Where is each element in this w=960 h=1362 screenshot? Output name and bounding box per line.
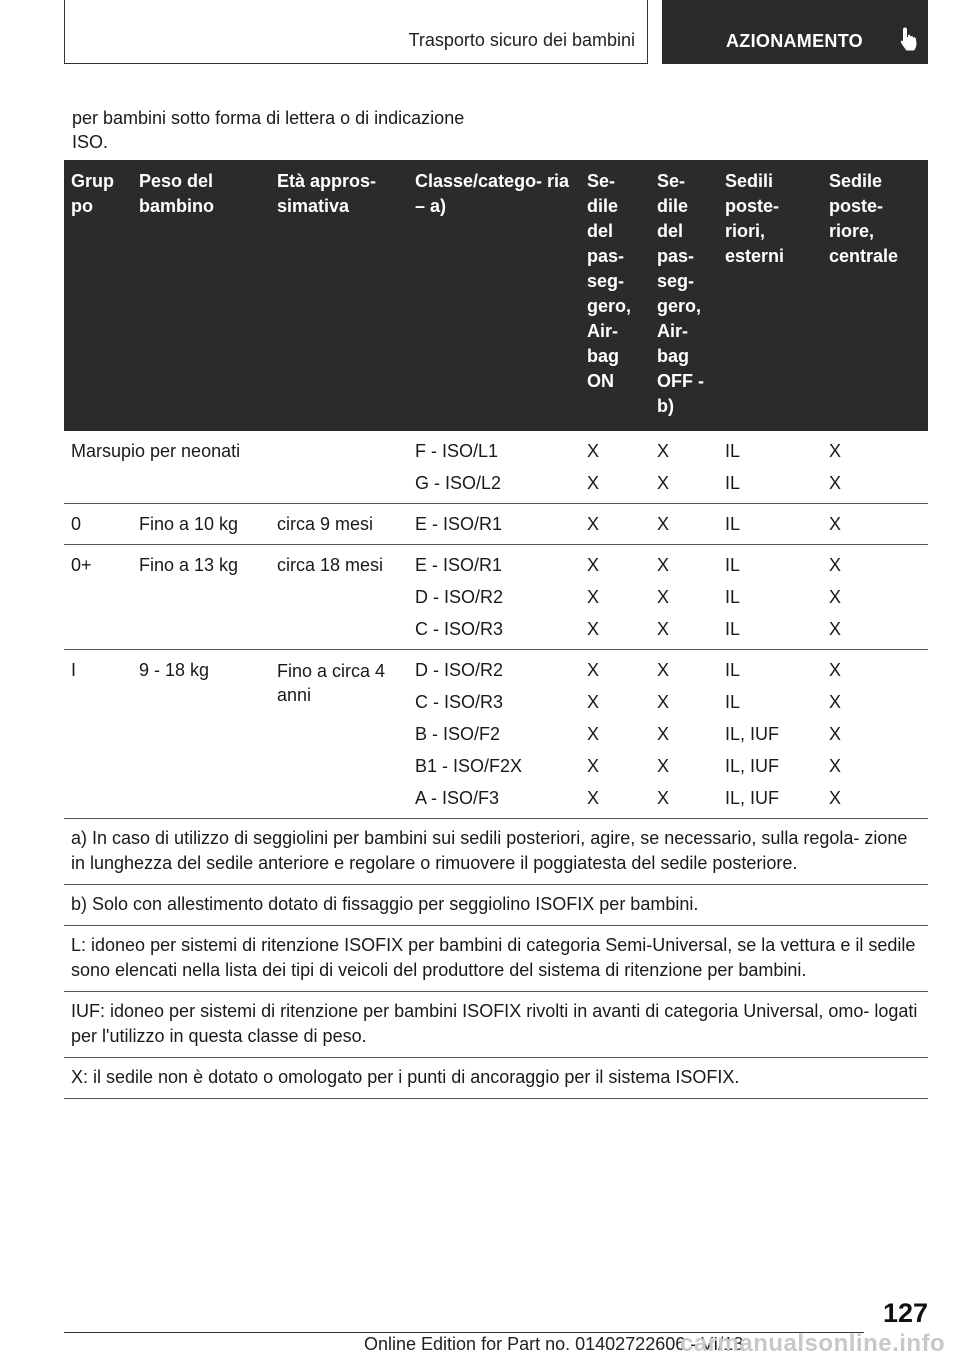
table-note bbox=[64, 885, 928, 926]
cell-airbag-on: X bbox=[580, 504, 650, 545]
note-iuf: IUF: idoneo per sistemi di ritenzione per bambini ISOFIX rivolti in avanti di categoria Universal, omo- logati per l'utilizzo in questa classe di peso. bbox=[64, 992, 928, 1058]
chapter-title: AZIONAMENTO bbox=[726, 31, 863, 51]
cell-weight: 9 - 18 kg bbox=[132, 650, 270, 819]
cell-rear-center: X X bbox=[822, 431, 928, 504]
col-header-class: Classe/catego- ria – a) bbox=[408, 160, 580, 431]
note-b: b) Solo con allestimento dotato di fissaggio per seggiolino ISOFIX per bambini. bbox=[64, 885, 928, 926]
col-header-rear-outer: Sedili poste- riori, esterni bbox=[718, 160, 822, 431]
cell-age: circa 18 mesi bbox=[270, 545, 408, 650]
note-x: X: il sedile non è dotato o omologato per i punti di ancoraggio per il sistema ISOFIX. bbox=[64, 1058, 928, 1099]
col-header-group: Grup po bbox=[64, 160, 132, 431]
header-chapter-box bbox=[662, 0, 928, 64]
note-a: a) In caso di utilizzo di seggiolini per bambini sui sedili posteriori, agire, se necessario, sulla regola- zione in lunghezza del sedile anteriore e regolare o rimuovere il poggiatesta del sedile posteriore. bbox=[64, 819, 928, 885]
cell-class: D - ISO/R2 C - ISO/R3 B - ISO/F2 B1 - ISO/F2X A - ISO/F3 bbox=[408, 650, 580, 819]
cell-age: Fino a circa 4 anni bbox=[270, 650, 408, 819]
table-row bbox=[64, 650, 928, 819]
col-header-airbag-off: Se- dile del pas- seg- gero, Air- bag OFF - b) bbox=[650, 160, 718, 431]
cell-weight: Fino a 10 kg bbox=[132, 504, 270, 545]
table-note bbox=[64, 1058, 928, 1099]
table-note bbox=[64, 992, 928, 1058]
cell-rear-outer: IL IL IL, IUF IL, IUF IL, IUF bbox=[718, 650, 822, 819]
cell-rear-center: X bbox=[822, 504, 928, 545]
cell-group: I bbox=[64, 650, 132, 819]
table-note bbox=[64, 819, 928, 885]
table-note bbox=[64, 926, 928, 992]
cell-weight: Fino a 13 kg bbox=[132, 545, 270, 650]
col-header-airbag-on: Se- dile del pas- seg- gero, Air- bag ON bbox=[580, 160, 650, 431]
col-header-weight: Peso del bambino bbox=[132, 160, 270, 431]
cell-age: circa 9 mesi bbox=[270, 504, 408, 545]
header-section-box bbox=[64, 0, 648, 64]
cell-airbag-on: X X X X X bbox=[580, 650, 650, 819]
cell-class: E - ISO/R1 D - ISO/R2 C - ISO/R3 bbox=[408, 545, 580, 650]
cell-airbag-on: X X X bbox=[580, 545, 650, 650]
table-header-row bbox=[64, 160, 928, 431]
cell-class: E - ISO/R1 bbox=[408, 504, 580, 545]
col-header-age: Età appros- simativa bbox=[270, 160, 408, 431]
table-row bbox=[64, 504, 928, 545]
cell-class: F - ISO/L1 G - ISO/L2 bbox=[408, 431, 580, 504]
table-row bbox=[64, 431, 928, 504]
pointing-hand-icon bbox=[898, 26, 922, 52]
cell-airbag-off: X X X bbox=[650, 545, 718, 650]
cell-group: 0+ bbox=[64, 545, 132, 650]
page-number: 127 bbox=[882, 1298, 928, 1328]
intro-paragraph: per bambini sotto forma di lettera o di indicazione ISO. bbox=[72, 108, 465, 152]
cell-airbag-off: X X bbox=[650, 431, 718, 504]
footer-edition: Online Edition for Part no. 01402722606 - VI/18 bbox=[364, 1334, 744, 1354]
isofix-table bbox=[64, 160, 928, 1099]
cell-airbag-off: X bbox=[650, 504, 718, 545]
cell-airbag-on: X X bbox=[580, 431, 650, 504]
col-header-rear-center: Sedile poste- riore, centrale bbox=[822, 160, 928, 431]
cell-rear-center: X X X X X bbox=[822, 650, 928, 819]
note-il: L: idoneo per sistemi di ritenzione ISOFIX per bambini di categoria Semi-Universal, se la vettura e il sedile sono elencati nella lista dei tipi di veicoli del produttore del sistema di ritenzione per bambini. bbox=[64, 926, 928, 992]
cell-airbag-off: X X X X X bbox=[650, 650, 718, 819]
cell-rear-outer: IL bbox=[718, 504, 822, 545]
cell-group: Marsupio per neonati bbox=[64, 431, 408, 504]
cell-group: 0 bbox=[64, 504, 132, 545]
cell-rear-outer: IL IL IL bbox=[718, 545, 822, 650]
cell-rear-outer: IL IL bbox=[718, 431, 822, 504]
watermark: carmanualsonline.info bbox=[680, 1330, 946, 1357]
cell-rear-center: X X X bbox=[822, 545, 928, 650]
table-row bbox=[64, 545, 928, 650]
section-title: Trasporto sicuro dei bambini bbox=[408, 30, 635, 50]
